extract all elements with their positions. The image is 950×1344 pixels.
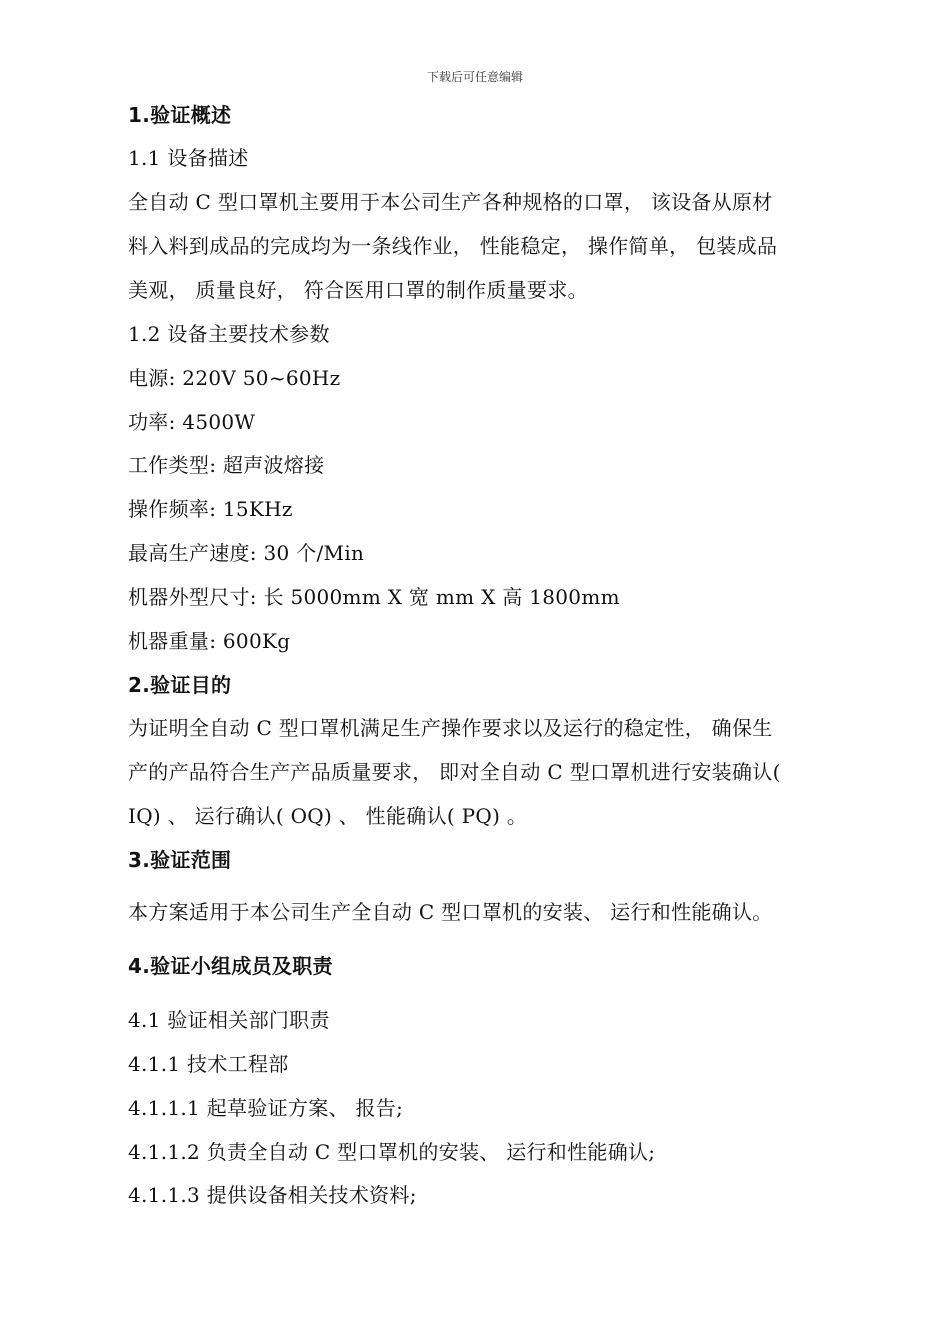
list-item: 4.1.1.1 起草验证方案、 报告; <box>128 1096 404 1120</box>
subsection-1-1-title: 1.1 设备描述 <box>128 146 249 170</box>
section-2-heading: 2.验证目的 <box>128 673 232 697</box>
param-work-type: 工作类型: 超声波熔接 <box>128 453 325 477</box>
section-1-heading: 1.验证概述 <box>128 103 232 127</box>
param-frequency: 操作频率: 15KHz <box>128 497 293 521</box>
paragraph-line: 料入料到成品的完成均为一条线作业， 性能稳定， 操作简单， 包装成品 <box>128 234 778 258</box>
paragraph-line: IQ) 、 运行确认( OQ) 、 性能确认( PQ) 。 <box>128 804 528 828</box>
subsection-4-1-title: 4.1 验证相关部门职责 <box>128 1008 330 1032</box>
param-dimensions: 机器外型尺寸: 长 5000mm X 宽 mm X 高 1800mm <box>128 585 620 609</box>
running-header: 下载后可任意编辑 <box>426 70 523 84</box>
paragraph-line: 本方案适用于本公司生产全自动 C 型口罩机的安装、 运行和性能确认。 <box>128 900 773 924</box>
paragraph-line: 全自动 C 型口罩机主要用于本公司生产各种规格的口罩， 该设备从原材 <box>128 190 773 214</box>
param-weight: 机器重量: 600Kg <box>128 629 291 653</box>
paragraph-line: 产的产品符合生产产品质量要求， 即对全自动 C 型口罩机进行安装确认( <box>128 760 781 784</box>
param-power-supply: 电源: 220V 50~60Hz <box>128 366 341 390</box>
subsection-1-2-title: 1.2 设备主要技术参数 <box>128 322 330 346</box>
paragraph-line: 美观， 质量良好， 符合医用口罩的制作质量要求。 <box>128 278 588 302</box>
paragraph-line: 为证明全自动 C 型口罩机满足生产操作要求以及运行的稳定性， 确保生 <box>128 716 773 740</box>
section-4-heading: 4.验证小组成员及职责 <box>128 954 333 978</box>
param-power: 功率: 4500W <box>128 410 256 434</box>
param-max-speed: 最高生产速度: 30 个/Min <box>128 541 365 565</box>
list-item: 4.1.1.3 提供设备相关技术资料; <box>128 1183 417 1207</box>
subsection-4-1-1-title: 4.1.1 技术工程部 <box>128 1052 289 1076</box>
section-3-heading: 3.验证范围 <box>128 848 232 872</box>
list-item: 4.1.1.2 负责全自动 C 型口罩机的安装、 运行和性能确认; <box>128 1140 656 1164</box>
